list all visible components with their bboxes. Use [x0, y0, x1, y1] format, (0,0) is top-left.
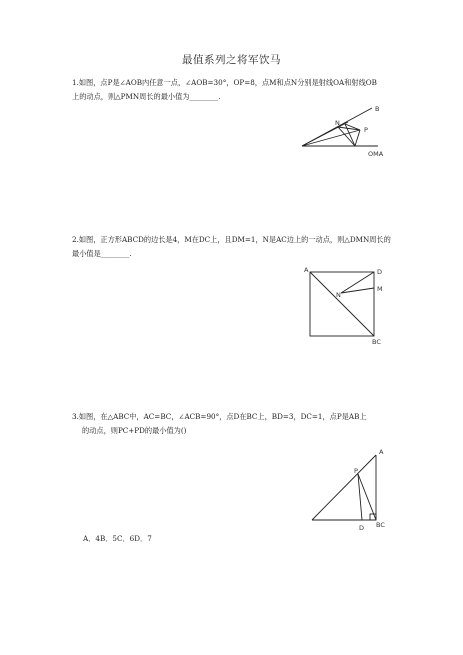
- fig1-label-B: B: [375, 105, 380, 113]
- question-1-line-1: 1.如图，点P是∠AOB内任意一点，∠AOB=30°，OP=8，点M和点N分别是射线OA和射线OB: [72, 78, 377, 87]
- fig3-label-P: P: [354, 467, 358, 475]
- fig1-label-N: N: [335, 119, 340, 127]
- fig1-label-P: P: [364, 126, 368, 134]
- question-3-line-1: 3.如图，在△ABC中，AC=BC，∠ACB=90°，点D在BC上，BD=3，DC=1，点P是AB上: [72, 412, 367, 421]
- question-1: [72, 76, 402, 104]
- question-1-line-2: 上的动点，则△PMN周长的最小值为________.: [72, 92, 221, 101]
- question-2: [72, 233, 402, 261]
- fig2-label-BC: BC: [372, 338, 381, 346]
- question-2-line-1: 2.如图，正方形ABCD的边长是4，M在DC上，且DM=1，N是AC边上的一动点，则△DMN周长的: [72, 235, 391, 244]
- fig2-label-N: N: [336, 291, 341, 299]
- fig3-label-BC: BC: [376, 521, 385, 529]
- fig1-label-OMA: OMA: [368, 150, 384, 158]
- question-3-options: A．4B．5C．6D．7: [83, 534, 152, 543]
- question-3: [72, 410, 402, 438]
- fig2-label-D: D: [377, 268, 383, 276]
- fig2-label-M: M: [377, 285, 383, 293]
- fig2-label-A: A: [304, 266, 309, 274]
- fig3-label-A: A: [379, 448, 384, 456]
- question-2-line-2: 最小值是________.: [72, 249, 132, 258]
- question-3-line-2: 的动点，则PC+PD的最小值为(): [82, 426, 187, 435]
- page-title: 最值系列之将军饮马: [182, 54, 281, 66]
- fig3-label-D: D: [359, 524, 365, 532]
